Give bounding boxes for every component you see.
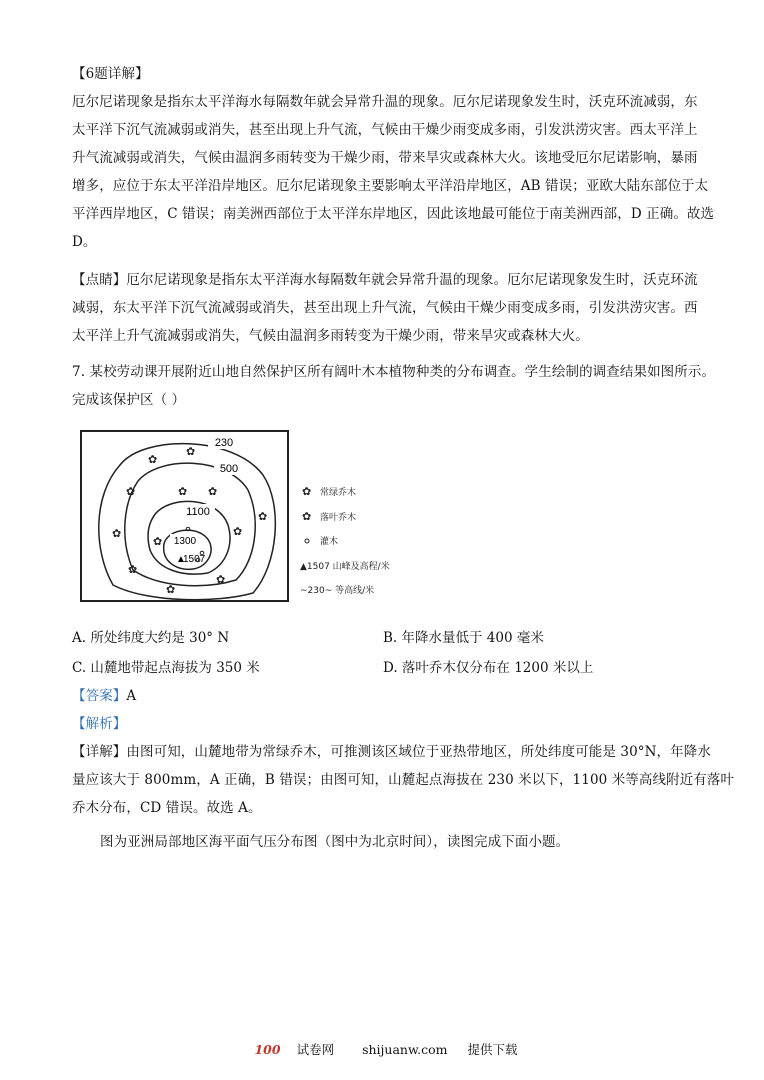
peak-label: 1507 xyxy=(183,554,206,565)
q6-point-line: 太平洋上升气流减弱或消失，气候由温润多雨转变为干燥少雨，带来旱灾或森林大火。 xyxy=(72,328,589,344)
q6-heading: 【6题详解】 xyxy=(72,66,149,82)
q6-text-line: 太平洋下沉气流减弱或消失，甚至出现上升气流，气候由干燥少雨变成多雨，引发洪涝灾害。西太平洋上 xyxy=(72,122,698,138)
deciduous-tree-icon: ✿ xyxy=(208,485,218,498)
site-name: 试卷网 xyxy=(296,1042,335,1057)
analysis-tag: 【解析】 xyxy=(72,716,127,732)
q6-text-line: 平洋西岸地区，C 错误；南美洲西部位于太平洋东岸地区，因此该地最可能位于南美洲西部，D 正确。故选 xyxy=(72,206,715,222)
evergreen-tree-icon: ✿ xyxy=(186,445,196,458)
q6-text-line: 升气流减弱或消失，气候由温润多雨转变为干燥少雨，带来旱灾或森林大火。该地受厄尔尼诺影响，暴雨 xyxy=(72,150,698,166)
legend-deciduous-icon: ✿ xyxy=(302,510,312,523)
next-question-intro: 图为亚洲局部地区海平面气压分布图（图中为北京时间），读图完成下面小题。 xyxy=(100,834,570,850)
detail-row xyxy=(72,742,711,762)
q6-text-line: 增多，应位于东太平洋沿岸地区。厄尔尼诺现象主要影响太平洋沿岸地区，AB 错误；亚欧大陆东部位于太 xyxy=(72,178,709,194)
page-footer xyxy=(0,1040,764,1058)
legend-contour-label: ~230~ 等高线/米 xyxy=(300,586,375,596)
q6-point xyxy=(72,270,698,290)
evergreen-tree-icon: ✿ xyxy=(258,510,268,523)
legend-evergreen-label: 常绿乔木 xyxy=(320,488,357,498)
legend-shrub-label: 灌木 xyxy=(320,537,339,547)
contour-map-figure xyxy=(68,425,398,615)
download-link[interactable]: 提供下载 xyxy=(467,1042,518,1057)
evergreen-tree-icon: ✿ xyxy=(112,527,122,540)
contour-label-1100: 1100 xyxy=(186,506,210,518)
detail-text: 由图可知，山麓地带为常绿乔木，可推测该区域位于亚热带地区，所处纬度可能是 30°N，年降水 xyxy=(126,744,711,760)
detail-tag: 【详解】 xyxy=(72,744,127,760)
legend-peak-label: ▲1507 山峰及高程/米 xyxy=(300,562,390,572)
detail-line: 乔木分布，CD 错误。故选 A。 xyxy=(72,800,262,816)
legend-shrub-icon xyxy=(305,539,309,543)
answer-tag: 【答案】 xyxy=(72,688,127,704)
option-d[interactable]: D. 落叶乔木仅分布在 1200 米以上 xyxy=(383,660,594,676)
deciduous-tree-icon: ✿ xyxy=(216,573,226,586)
contour-label-230: 230 xyxy=(214,437,234,449)
answer-value: A xyxy=(126,688,137,704)
evergreen-tree-icon: ✿ xyxy=(233,525,243,538)
q6-point-line: 减弱，东太平洋下沉气流减弱或消失，甚至出现上升气流，气候由干燥少雨变成多雨，引发洪涝灾害。西 xyxy=(72,300,698,316)
q7-stem: 7. 某校劳动课开展附近山地自然保护区所有阔叶木本植物种类的分布调查。学生绘制的调查结果如图所示。 xyxy=(72,364,716,380)
contour-label-500: 500 xyxy=(219,463,239,475)
detail-line: 量应该大于 800mm，A 正确，B 错误；由图可知，山麓起点海拔在 230 米以下，1100 米等高线附近有落叶 xyxy=(72,772,735,788)
site-domain-link[interactable]: shijuanw.com xyxy=(362,1042,448,1057)
evergreen-tree-icon: ✿ xyxy=(126,485,136,498)
deciduous-tree-icon: ✿ xyxy=(178,485,188,498)
q6-text-line: D。 xyxy=(72,234,97,250)
site-logo: 100 xyxy=(254,1042,281,1057)
legend-deciduous-label: 落叶乔木 xyxy=(320,513,357,523)
point-tag: 【点睛】 xyxy=(72,272,127,288)
option-b[interactable]: B. 年降水量低于 400 毫米 xyxy=(383,630,544,646)
contour-label-1300: 1300 xyxy=(173,536,197,547)
evergreen-tree-icon: ✿ xyxy=(166,583,176,596)
option-a[interactable]: A. 所处纬度大约是 30° N xyxy=(72,630,230,646)
legend-evergreen-icon: ✿ xyxy=(302,485,312,498)
q7-stem-cont: 完成该保护区（ ） xyxy=(72,392,186,408)
point-text: 厄尔尼诺现象是指东太平洋海水每隔数年就会异常升温的现象。厄尔尼诺现象发生时，沃克环流 xyxy=(126,272,698,288)
q6-text-line: 厄尔尼诺现象是指东太平洋海水每隔数年就会异常升温的现象。厄尔尼诺现象发生时，沃克环流减弱，东 xyxy=(72,94,698,110)
deciduous-tree-icon: ✿ xyxy=(153,535,163,548)
evergreen-tree-icon: ✿ xyxy=(128,563,138,576)
answer-row xyxy=(72,686,136,706)
option-c[interactable]: C. 山麓地带起点海拔为 350 米 xyxy=(72,660,260,676)
peak-marker: ▲ xyxy=(176,554,186,565)
evergreen-tree-icon: ✿ xyxy=(148,453,158,466)
